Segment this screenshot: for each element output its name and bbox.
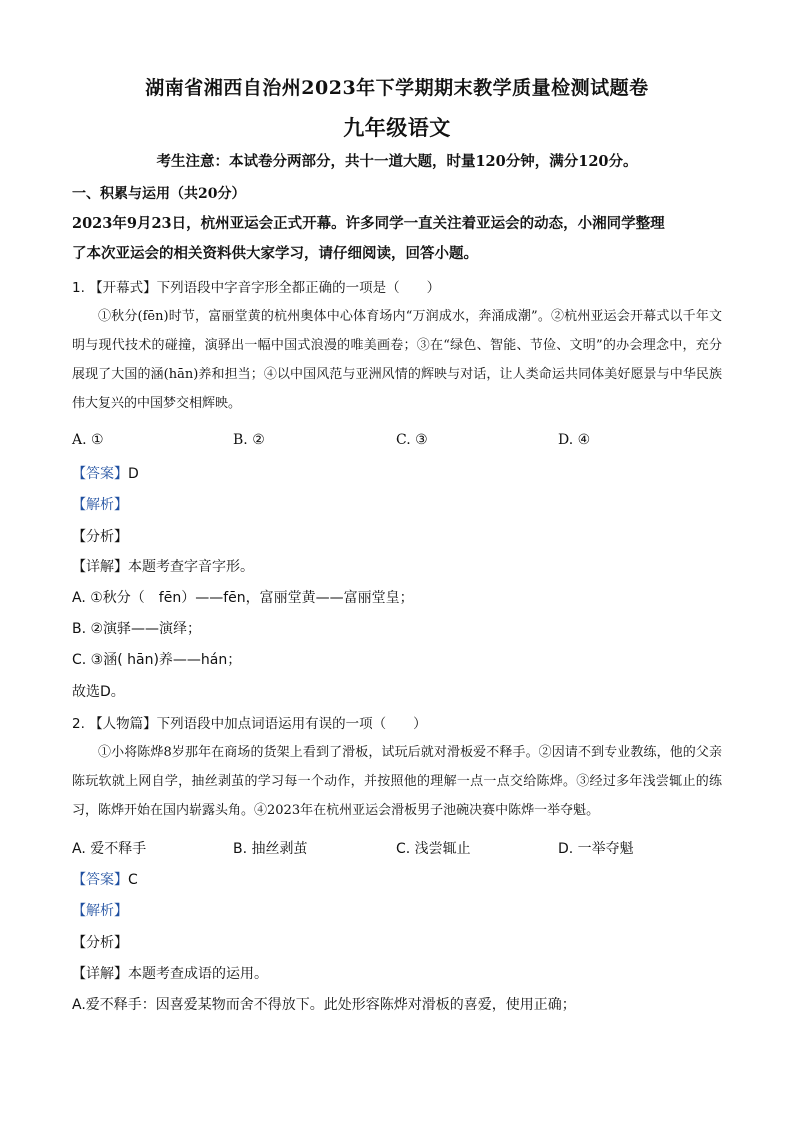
q2-detail: 【详解】本题考查成语的运用。 <box>72 966 268 982</box>
section-intro-line1: 2023年9月23日，杭州亚运会正式开幕。许多同学一直关注着亚运会的动态，小湘同学整理 <box>72 215 665 232</box>
q1-answer <box>72 463 139 483</box>
section-heading: 一、积累与运用（共20分） <box>72 186 246 202</box>
q1-option-d: D. ④ <box>558 432 591 448</box>
q1-stem: 1. 【开幕式】下列语段中字音字形全都正确的一项是（ ） <box>72 280 441 296</box>
q2-stem: 2. 【人物篇】下列语段中加点词语运用有误的一项（ ） <box>72 716 427 732</box>
q1-option-b: B. ② <box>233 432 265 448</box>
q1-explain-a: A. ①秋分（ fēn）——fēn，富丽堂黄——富丽堂皇； <box>72 590 414 606</box>
exam-notice: 考生注意：本试卷分两部分，共十一道大题，时量120分钟，满分120分。 <box>156 153 638 170</box>
q1-option-a: A. ① <box>72 432 104 448</box>
section-intro-line2: 了本次亚运会的相关资料供大家学习，请仔细阅读，回答小题。 <box>72 245 478 262</box>
q1-option-c: C. ③ <box>396 432 428 448</box>
q1-answer-tag: 【答案】 <box>72 466 128 482</box>
q2-answer <box>72 869 138 889</box>
q2-option-a: A. 爱不释手 <box>72 841 147 857</box>
q1-detail: 【详解】本题考查字音字形。 <box>72 559 254 575</box>
q1-analysis-tag: 【解析】 <box>72 497 128 513</box>
q2-fenxi: 【分析】 <box>72 935 128 951</box>
q2-explain-a: A.爱不释手：因喜爱某物而舍不得放下。此处形容陈烨对滑板的喜爱，使用正确； <box>72 997 576 1013</box>
q2-passage: ①小将陈烨8岁那年在商场的货架上看到了滑板，试玩后就对滑板爱不释手。②因请不到专业教练，他的父亲陈玩软就上网自学，抽丝剥茧的学习每一个动作，并按照他的理解一点一点交给陈烨。③经过多年浅尝辄止的练习，陈烨开始在国内崭露头角。④2023年在杭州亚运会滑板男子池碗决赛中陈烨一举夺魁。 <box>72 745 722 818</box>
q2-analysis-tag: 【解析】 <box>72 903 128 919</box>
q2-option-d: D. 一举夺魁 <box>558 841 634 857</box>
q2-option-c: C. 浅尝辄止 <box>396 841 471 857</box>
q2-option-b: B. 抽丝剥茧 <box>233 841 308 857</box>
q2-answer-value: C <box>128 872 138 888</box>
q1-fenxi: 【分析】 <box>72 529 128 545</box>
q2-answer-tag: 【答案】 <box>72 872 128 888</box>
q1-answer-value: D <box>128 466 139 482</box>
exam-subtitle: 九年级语文 <box>343 115 451 140</box>
exam-title: 湖南省湘西自治州2023年下学期期末教学质量检测试题卷 <box>145 77 649 99</box>
q1-conclusion: 故选D。 <box>72 684 125 700</box>
q1-explain-c: C. ③涵( hān)养——hán； <box>72 652 242 668</box>
q1-explain-b: B. ②演驿——演绎； <box>72 621 202 637</box>
q1-passage: ①秋分(fēn)时节，富丽堂黄的杭州奥体中心体育场内“万润成水，奔涌成潮”。②杭州亚运会开幕式以千年文明与现代技术的碰撞，演驿出一幅中国式浪漫的唯美画卷；③在“绿色、智能、节俭、文明”的办会理念中，充分展现了大国的涵(hān)养和担当；④以中国风范与亚洲风情的辉映与对话，让人类命运共同体美好愿景与中华民族伟大复兴的中国梦交相辉映。 <box>72 309 722 411</box>
